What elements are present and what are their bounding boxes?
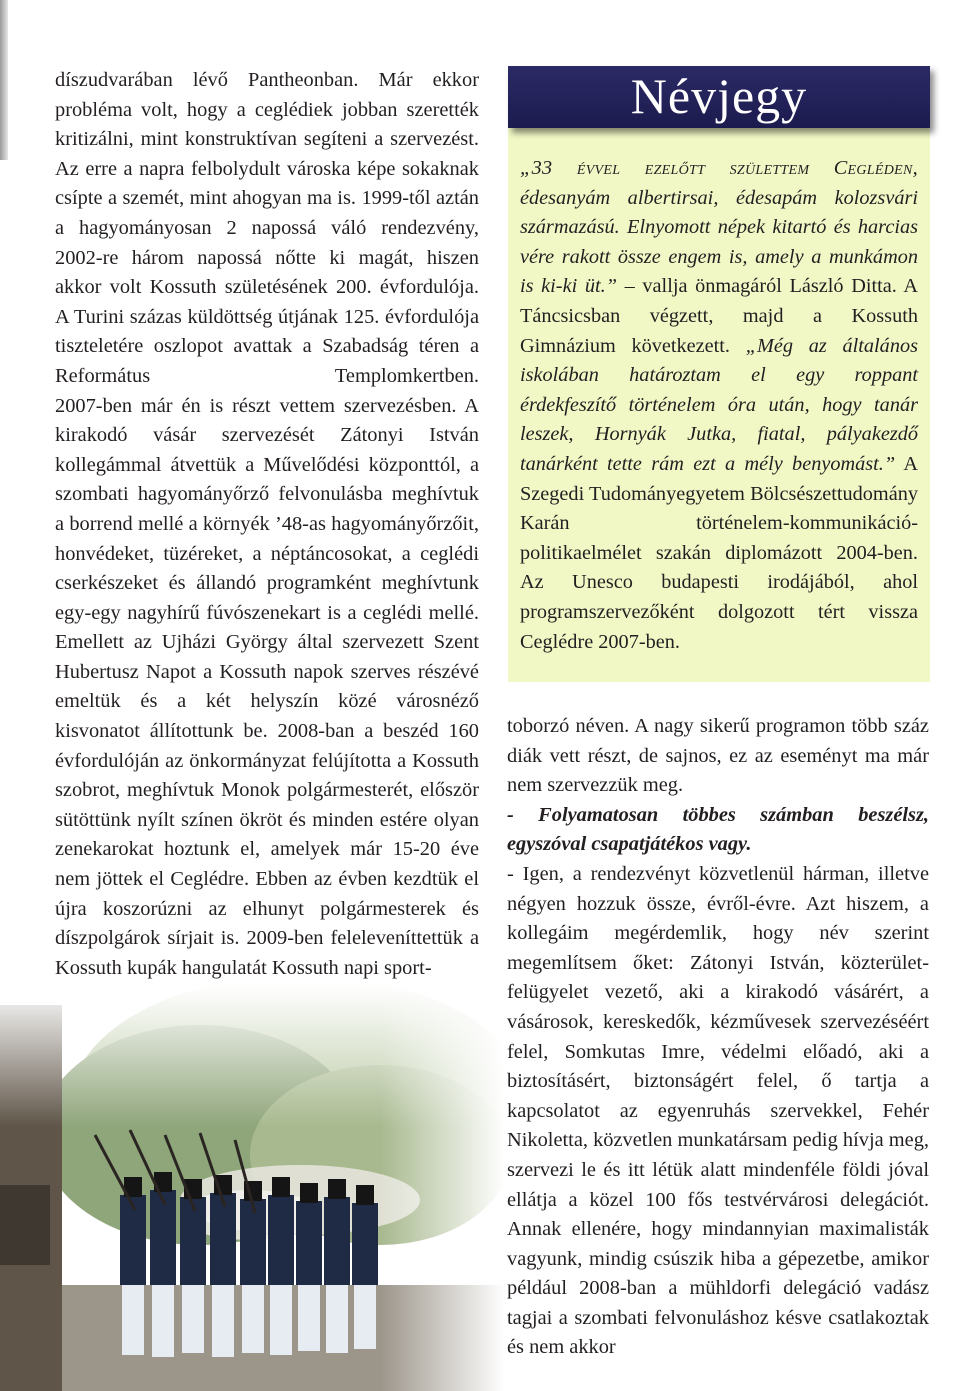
interview-question: - Folyamatosan többes számban beszélsz, egyszóval csapatjátékos vagy. <box>507 803 929 856</box>
article-right-column <box>507 712 929 1363</box>
page-edge-shadow <box>0 0 8 160</box>
article-paragraph: 2007-ben már én is részt vettem szervezésben. A kirakodó vásár szervezését Zátonyi István kollegámmal átvettük a Művelődési központtól, a szombati hagyományőrző felvonulásba meghívtuk a borrend mellé a környék ’48-as hagyományőrzőit, honvédeket, tüzéreket, a néptáncosokat, a ceglédi cserkészeket és állandó programként meghívtunk egy-egy nagyhírű fúvószenekart is a ceglédi mellé. Emellett az Ujházi György által szervezett Szent Hubertusz Napot a Kossuth napok szerves részévé emeltük és a két helyszín közé városnéző kisvonatot állítottunk be. 2008-ban a beszéd 160 évfordulóján az önkormányzat felújította a Kossuth szobrot, meghívtuk Monok polgármesterét, először sütöttünk nyílt színen ökröt és minden estére olyan zenekarokat hoztunk el, amelyek már 15-20 éve nem jöttek el Ceglédre. Ebben az évben kezdtük el újra koszorúzni az elhunyt polgármesterek és díszpolgárok sírjait is. 2009-ben feleleveníttettük a Kossuth kupák hangulatát Kossuth napi sport- <box>55 394 479 979</box>
article-paragraph: toborzó néven. A nagy sikerű programon több száz diák vett részt, de sajnos, ez az eseményt ma már nem szervezzük meg. <box>507 715 929 797</box>
article-paragraph: díszudvarában lévő Pantheonban. Már ekkor probléma volt, hogy a ceglédiek jobban szerették kritizálni, mint konstruktívan segíteni a szervezést. Az erre a napra felbolydult városka képe sokaknak csípte a szemét, mint ahogyan ma is. 1999-től aztán a hagyományosan 2 napossá váló rendezvény, 2002-re három napossá nőtte ki magát, hiszen akkor volt Kossuth születésének 200. évfordulója. A Turini százas küldöttség útjának 125. évfordulója tiszteletére oszlopot avattak a Szabadság téren a Református Templomkertben. <box>55 69 479 387</box>
profile-lead-smallcaps: „33 évvel ezelőtt születtem Cegléden, <box>520 157 918 179</box>
profile-text-1: – vallja önmagáról László Ditta. A Táncsicsban végzett, majd a Kossuth Gimnázium következett. <box>520 275 918 357</box>
article-paragraph: - Igen, a rendezvényt közvetlenül hárman, illetve négyen hozzuk össze, évről-évre. Azt hiszem, a kollegáim megérdemlik, hogy név szerint megemlítsem őket: Zátonyi István, közterület-felügyelet vezető, aki a kirakodó vásárért, a vásárosok, kereskedők, kézművesek szervezéséért felel, Somkutas Imre, védelmi előadó, aki a biztosításért, biztonságért felel, ő tartja a kapcsolatot az egyenruhás szervekkel, Fehér Nikoletta, közvetlen munkatársam pedig hívja meg, szervezi le és itt létük alatt mindenféle földi jóval ellátja a közel 100 fős testvérvárosi delegációt. Annak ellenére, hogy mindannyian maximalisták vagyunk, mindig csúszik hiba a gépezetbe, amikor például 2008-ban a mühldorfi delegáció vadász tagjai a szombati felvonuláshoz késve csatlakoztak és nem akkor <box>507 862 929 1359</box>
profile-quote: „Még az általános iskolában határoztam el egy roppant érdekfeszítő történelem óra után, hogy tanár leszek, Hornyák Jutka, fiatal, pályakezdő tanárként tette rám ezt a mély benyomást.” <box>520 334 918 475</box>
profile-text <box>520 154 918 657</box>
parade-photo <box>0 985 505 1391</box>
profile-box <box>508 128 930 682</box>
profile-lead-rest: édesanyám albertirsai, édesapám kolozsvári származású. Elnyomott népek kitartó és harcias vére rakott össze engem is, amely a munkámon is ki-ki üt.” <box>520 186 918 298</box>
profile-title: Névjegy <box>508 66 930 128</box>
article-left-column <box>55 66 479 983</box>
parade-photo-image <box>0 985 505 1391</box>
profile-text-2: A Szegedi Tudományegyetem Bölcsészettudomány Karán történelem-kommunikáció-politikaelmélet szakán diplomázott 2004-ben. Az Unesco budapesti irodájából, ahol programszervezőként dolgozott tért vissza Ceglédre 2007-ben. <box>520 452 918 653</box>
